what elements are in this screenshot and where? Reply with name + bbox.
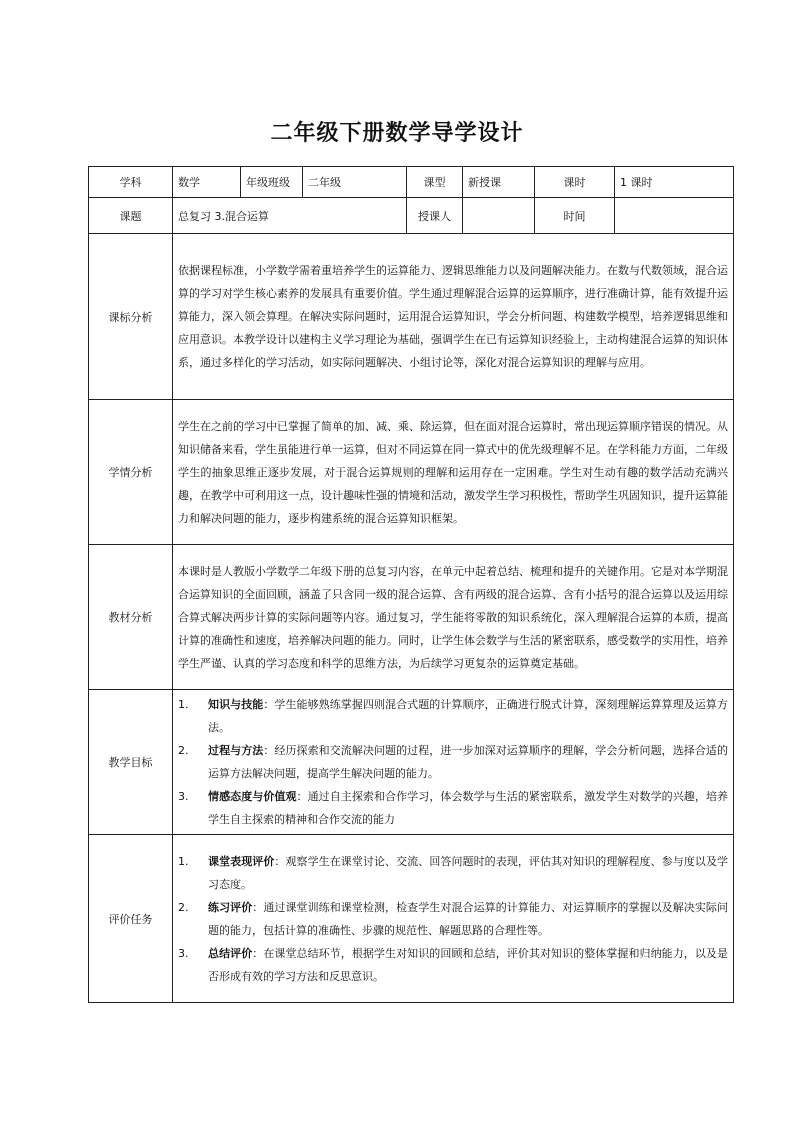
subject-label: 学科 — [89, 167, 173, 198]
teacher-value — [463, 198, 535, 234]
list-number: 1. — [178, 854, 189, 868]
lesson-type-label: 课型 — [407, 167, 463, 198]
student-analysis-text: 学生在之前的学习中已掌握了简单的加、减、乘、除运算，但在面对混合运算时，常出现运算顺序错误的情况。从知识储备来看，学生虽能进行单一运算，但对不同运算在同一算式中的优先级理解不足。在学科能力方面，二年级学生的抽象思维正逐步发展，对于混合运算规则的理解和运用存在一定困难。学生对生动有趣的数学活动充满兴趣，在教学中可利用这一点，设计趣味性强的情境和活动，激发学生学习积极性，帮助学生巩固知识，提升运算能力和解决问题的能力，逐步构建系统的混合运算知识框架。 — [173, 400, 734, 545]
evaluation-tasks-list — [178, 850, 728, 988]
list-item — [178, 896, 728, 942]
list-item-text: ：通过课堂训练和课堂检测，检查学生对混合运算的计算能力、对运算顺序的掌握以及解决实际问题的能力，包括计算的准确性、步骤的规范性、解题思路的合理性等。 — [208, 900, 729, 937]
teaching-goals-cell — [173, 690, 734, 835]
teaching-goals-label: 教学目标 — [89, 690, 173, 835]
hours-value: 1 课时 — [615, 167, 734, 198]
teaching-goals-row — [89, 690, 734, 835]
lesson-design-table — [88, 166, 734, 1003]
subject-value: 数学 — [173, 167, 241, 198]
page-title: 二年级下册数学导学设计 — [270, 121, 524, 146]
list-number: 1. — [178, 698, 189, 711]
textbook-analysis-label: 教材分析 — [89, 545, 173, 690]
teacher-label: 授课人 — [407, 198, 463, 234]
teaching-goals-list — [178, 693, 728, 831]
list-number: 3. — [178, 790, 189, 803]
list-item-text: ：通过自主探索和合作学习，体会数学与生活的紧密联系，激发学生对数学的兴趣，培养学生自主探索的精神和合作交流的能力 — [208, 790, 729, 826]
list-item-heading: 总结评价 — [208, 946, 253, 960]
list-item — [178, 850, 728, 896]
list-item — [178, 942, 728, 988]
time-value — [615, 198, 734, 234]
list-number: 2. — [178, 744, 189, 757]
curriculum-analysis-text: 依据课程标准，小学数学需着重培养学生的运算能力、逻辑思维能力以及问题解决能力。在数与代数领域，混合运算的学习对学生核心素养的发展具有重要价值。学生通过理解混合运算的运算顺序，进行准确计算，能有效提升运算能力，深入领会算理。在解决实际问题时，运用混合运算知识，学会分析问题、构建数学模型，培养逻辑思维和应用意识。本教学设计以建构主义学习理论为基础，强调学生在已有运算知识经验上，主动构建混合运算的知识体系，通过多样化的学习活动，如实际问题解决、小组讨论等，深化对混合运算知识的理解与应用。 — [173, 234, 734, 400]
student-analysis-row — [89, 400, 734, 545]
curriculum-analysis-label: 课标分析 — [89, 234, 173, 400]
header-row — [89, 167, 734, 198]
hours-label: 课时 — [535, 167, 615, 198]
student-analysis-label: 学情分析 — [89, 400, 173, 545]
list-item — [178, 693, 728, 739]
list-item-text: ：在课堂总结环节，根据学生对知识的回顾和总结，评价其对知识的整体掌握和归纳能力，以及是否形成有效的学习方法和反思意识。 — [208, 946, 729, 983]
evaluation-tasks-cell — [173, 835, 734, 1003]
list-item-heading: 过程与方法 — [208, 744, 264, 757]
list-number: 2. — [178, 900, 189, 914]
grade-value: 二年级 — [303, 167, 407, 198]
list-item — [178, 739, 728, 785]
list-number: 3. — [178, 946, 189, 960]
list-item-text: ：观察学生在课堂讨论、交流、回答问题时的表现，评估其对知识的理解程度、参与度以及学习态度。 — [208, 854, 729, 891]
list-item-text: ：经历探索和交流解决问题的过程，进一步加深对运算顺序的理解，学会分析问题，选择合适的运算方法解决问题，提高学生解决问题的能力。 — [208, 744, 728, 780]
time-label: 时间 — [535, 198, 615, 234]
list-item-heading: 知识与技能 — [208, 698, 264, 711]
textbook-analysis-row — [89, 545, 734, 690]
textbook-analysis-text: 本课时是人教版小学数学二年级下册的总复习内容，在单元中起着总结、梳理和提升的关键作用。它是对本学期混合运算知识的全面回顾，涵盖了只含同一级的混合运算、含有两级的混合运算、含有小括号的混合运算以及运用综合算式解决两步计算的实际问题等内容。通过复习，学生能将零散的知识系统化，深入理解混合运算的本质，提高计算的准确性和速度，培养解决问题的能力。同时，让学生体会数学与生活的紧密联系，感受数学的实用性，培养学生严谨、认真的学习态度和科学的思维方法，为后续学习更复杂的运算奠定基础。 — [173, 545, 734, 690]
list-item-heading: 情感态度与价值观 — [208, 790, 297, 803]
grade-label: 年级班级 — [241, 167, 303, 198]
evaluation-tasks-row — [89, 835, 734, 1003]
list-item — [178, 785, 728, 831]
lesson-type-value: 新授课 — [463, 167, 535, 198]
list-item-heading: 练习评价 — [208, 900, 253, 914]
topic-label: 课题 — [89, 198, 173, 234]
curriculum-analysis-row — [89, 234, 734, 400]
topic-value: 总复习 3.混合运算 — [173, 198, 407, 234]
list-item-heading: 课堂表现评价 — [208, 854, 275, 868]
topic-row — [89, 198, 734, 234]
list-item-text: ：学生能够熟练掌握四则混合式题的计算顺序，正确进行脱式计算，深刻理解运算算理及运算方法。 — [208, 698, 728, 734]
evaluation-tasks-label: 评价任务 — [89, 835, 173, 1003]
